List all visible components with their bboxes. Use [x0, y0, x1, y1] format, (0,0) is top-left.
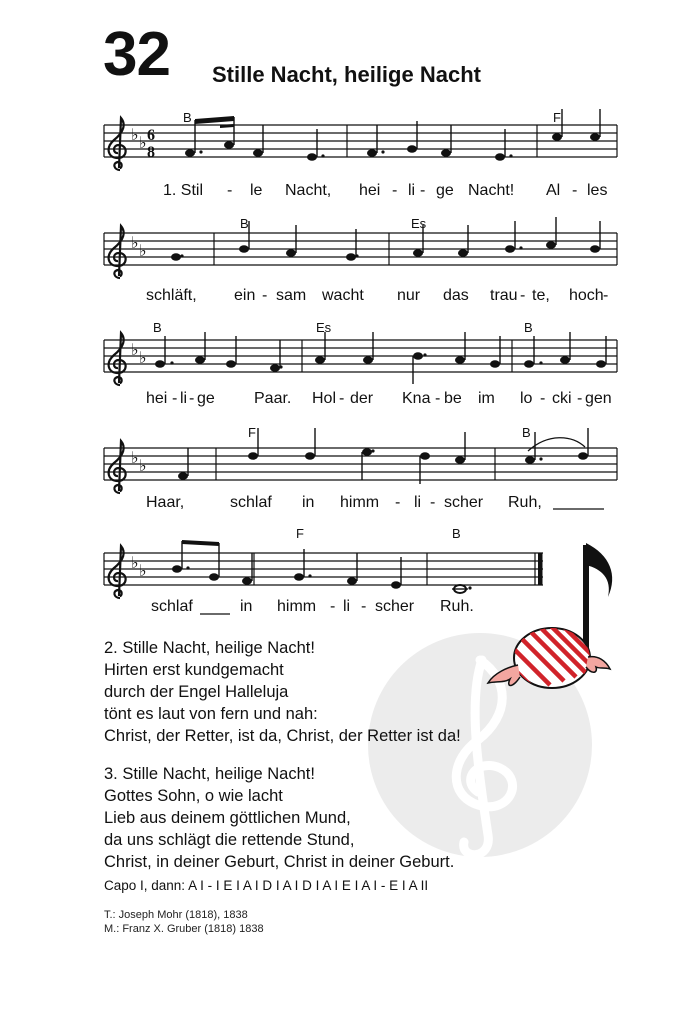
lyric-syllable: Hol	[312, 390, 337, 407]
lyric-hyphen: -	[430, 494, 436, 511]
lyric-syllable: himm	[340, 494, 380, 511]
verse-line: tönt es laut von fern und nah:	[104, 705, 318, 723]
lyric-hyphen: -	[395, 494, 401, 511]
chord-label: Es	[411, 216, 427, 231]
lyric-syllable: hoch	[569, 287, 604, 304]
lyric-syllable: im	[478, 390, 495, 407]
treble-clef-icon	[109, 226, 126, 278]
svg-text:♭: ♭	[139, 348, 147, 367]
lyric-syllable: der	[350, 390, 374, 407]
chord-label: B	[452, 526, 461, 541]
svg-text:♭: ♭	[131, 340, 139, 359]
lyric-syllable: li	[408, 182, 416, 199]
chord-label: B	[524, 320, 533, 335]
lyric-hyphen: -	[339, 390, 345, 407]
lyric-hyphen: -	[540, 390, 546, 407]
verse-line: Gottes Sohn, o wie lacht	[104, 787, 283, 805]
lyrics-line-1	[0, 182, 680, 204]
lyric-syllable: himm	[277, 598, 317, 615]
lyric-syllable: das	[443, 287, 469, 304]
lyric-syllable: wacht	[322, 287, 364, 304]
lyric-hyphen: -	[392, 182, 398, 199]
lyric-syllable: les	[587, 182, 608, 199]
lyric-syllable: cki	[552, 390, 572, 407]
chord-label: B	[240, 216, 249, 231]
lyric-syllable: hei	[146, 390, 168, 407]
lyric-hyphen: -	[262, 287, 268, 304]
music-system-4	[0, 423, 680, 533]
verse-line: 2. Stille Nacht, heilige Nacht!	[104, 639, 315, 657]
chord-label: B	[522, 425, 531, 440]
verse-2	[104, 637, 461, 747]
melisma-line	[0, 423, 680, 533]
chord-label: B	[183, 110, 192, 125]
lyric-syllable: gen	[585, 390, 612, 407]
lyric-syllable: Nacht,	[285, 182, 332, 199]
lyric-syllable: li	[180, 390, 188, 407]
credits	[104, 908, 264, 936]
verse-line: da uns schlägt die rettende Stund,	[104, 831, 355, 849]
lyric-syllable: te,	[532, 287, 550, 304]
svg-text:♭: ♭	[131, 233, 139, 252]
capo-instructions: Capo I, dann: A I - I E I A I D I A I D I A I E I A I - E I A II	[104, 878, 429, 893]
lyric-syllable: lo	[520, 390, 533, 407]
lyrics-line-3	[0, 390, 680, 412]
lyric-syllable: Ruh.	[440, 598, 474, 615]
lyric-syllable: be	[444, 390, 462, 407]
music-system-3	[0, 315, 680, 425]
svg-text:8: 8	[147, 144, 155, 161]
song-title: Stille Nacht, heilige Nacht	[212, 62, 481, 87]
eighth-note-mascot-icon	[480, 535, 620, 695]
verse-line: 3. Stille Nacht, heilige Nacht!	[104, 765, 315, 783]
lyric-hyphen: -	[520, 287, 526, 304]
lyric-syllable: ein	[234, 287, 256, 304]
verse-line: Christ, in deiner Geburt, Christ in deiner Geburt.	[104, 853, 455, 871]
lyric-syllable: Al	[546, 182, 561, 199]
svg-text:♭: ♭	[139, 456, 147, 475]
lyric-hyphen: -	[435, 390, 441, 407]
chord-label: B	[153, 320, 162, 335]
chord-label: F	[553, 110, 561, 125]
svg-text:♭: ♭	[139, 133, 147, 152]
lyric-syllable: Haar,	[146, 494, 185, 511]
lyric-syllable: schläft,	[146, 287, 197, 304]
lyric-syllable: ge	[197, 390, 215, 407]
treble-clef-icon	[109, 333, 126, 385]
treble-clef-icon	[109, 118, 126, 170]
lyric-syllable: ge	[436, 182, 454, 199]
verse-line: Christ, der Retter, ist da, Christ, der Retter ist da!	[104, 727, 461, 745]
lyric-syllable: sam	[276, 287, 307, 304]
lyric-hyphen: -	[189, 390, 195, 407]
music-system-1	[0, 100, 680, 210]
verse-line: Lieb aus deinem göttlichen Mund,	[104, 809, 351, 827]
lyric-syllable: schlaf	[151, 598, 193, 615]
lyric-hyphen: -	[330, 598, 336, 615]
svg-text:♭: ♭	[131, 553, 139, 572]
lyric-syllable: in	[302, 494, 315, 511]
svg-text:6: 6	[147, 127, 155, 144]
lyric-syllable: scher	[375, 598, 415, 615]
lyric-syllable: li	[343, 598, 351, 615]
lyric-hyphen: -	[603, 287, 609, 304]
chord-label: F	[248, 425, 256, 440]
lyric-syllable: scher	[444, 494, 484, 511]
lyric-syllable: schlaf	[230, 494, 272, 511]
lyric-syllable: hei	[359, 182, 381, 199]
svg-text:♭: ♭	[131, 125, 139, 144]
lyric-syllable: Kna	[402, 390, 431, 407]
chord-label: F	[296, 526, 304, 541]
chord-label: Es	[316, 320, 332, 335]
song-number: 32	[103, 20, 170, 89]
lyric-hyphen: -	[420, 182, 426, 199]
lyric-hyphen: -	[227, 182, 233, 199]
lyric-hyphen: -	[361, 598, 367, 615]
composer-credit: M.: Franz X. Gruber (1818) 1838	[104, 923, 264, 935]
lyric-syllable: nur	[397, 287, 421, 304]
lyric-hyphen: -	[572, 182, 578, 199]
verse-3	[104, 763, 454, 873]
lyricist-credit: T.: Joseph Mohr (1818), 1838	[104, 909, 248, 921]
lyric-syllable: in	[240, 598, 253, 615]
lyric-hyphen: -	[577, 390, 583, 407]
lyric-syllable: Ruh,	[508, 494, 542, 511]
lyric-syllable: le	[250, 182, 263, 199]
svg-text:♭: ♭	[131, 448, 139, 467]
lyric-hyphen: -	[172, 390, 178, 407]
lyric-syllable: li	[414, 494, 422, 511]
svg-text:♭: ♭	[139, 561, 147, 580]
lyrics-line-2	[0, 287, 680, 309]
verse-line: durch der Engel Halleluja	[104, 683, 289, 701]
music-system-2	[0, 208, 680, 318]
lyric-syllable: 1. Stil	[163, 182, 204, 199]
lyric-syllable: Paar.	[254, 390, 292, 407]
svg-text:♭: ♭	[139, 241, 147, 260]
lyric-syllable: Nacht!	[468, 182, 515, 199]
verse-line: Hirten erst kundgemacht	[104, 661, 284, 679]
lyric-syllable: trau	[490, 287, 518, 304]
